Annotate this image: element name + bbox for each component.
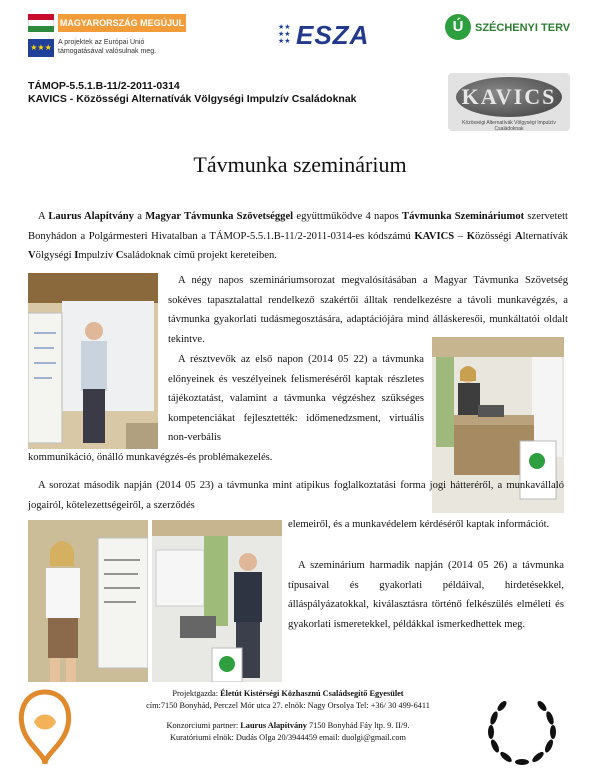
footer-board-chair: Kuratóriumi elnök: Dudás Olga 20/3944459 email: duolgi@gmail.com <box>170 733 406 742</box>
paragraph-day3: A szeminárium harmadik napján (2014 05 26) a távmunka típusaival és gyakorlati példáival, hirdetésekkel, álláspályázatokkal, kiválasztásra történő felkészülés elméleti és gyakorlati ismeretekkel, példákkal ismerkedhettek meg. <box>288 560 564 630</box>
acronym-letter: A <box>515 230 523 242</box>
photo-man-image <box>152 520 282 682</box>
text-run: mpulzív <box>78 250 116 262</box>
laurel-wreath-logo <box>480 686 564 770</box>
eu-stars-icon: ★★ ★★ ★★ <box>278 23 291 45</box>
seminar-name: Távmunka Szemináriumot <box>402 211 525 222</box>
acronym-letter: K <box>466 230 475 242</box>
text-run: ölgységi <box>35 250 75 262</box>
text-run: saládoknak című projekt kereteiben. <box>123 250 277 262</box>
text-run: – <box>454 230 467 242</box>
footer-org-name: Életút Kistérségi Közhasznú Családsegítő Egyesület <box>220 689 404 698</box>
mtsz-name: Magyar Távmunka Szövetséggel <box>145 211 294 222</box>
magyarorszag-megujul-logo <box>28 14 186 64</box>
kavics-logo <box>448 73 570 131</box>
seminar-photo-man <box>152 520 282 682</box>
footer-partner <box>100 721 476 730</box>
footer-address: cím:7150 Bonyhád, Perczel Mór utca 27. elnök: Nagy Orsolya Tel: +36/ 30 499-6411 <box>146 701 430 710</box>
paragraph-team: A négy napos szemináriumsorozat megvalósításában a Magyar Távmunka Szövetség sokéves tapasztalattal rendelkező szakértői álltak rendelkezésre a távoli munkavégzés, a távmunka gyakorlati tudásmegosztására, adaptációjára mind álláskeresői, munkáltatói oldalt tekintve. <box>168 275 568 345</box>
eletut-logo <box>12 684 78 770</box>
szechenyi-terv-logo <box>445 12 571 60</box>
project-name: KAVICS - Közösségi Alternatívák Völgységi Impulzív Családoknak <box>28 93 357 105</box>
footer-label: Projektgazda: <box>172 689 219 698</box>
eletut-logo-graphic <box>12 684 78 770</box>
paragraph-day1: A résztvevők az első napon (2014 05 22) a távmunka előnyeinek és veszélyeinek felismeréséről kaptak részletes tájékoztatást, valamint a távmunka végzéshez szükséges kompetenciákat fejlesztették: időmenedzsment, virtuális non-verbális <box>168 354 424 444</box>
intro-paragraph <box>28 207 568 266</box>
page-title: Távmunka szeminárium <box>193 152 407 177</box>
laurus-name: Laurus Alapítvány <box>48 211 134 222</box>
kavics-stone-icon: KAVICS <box>456 77 562 117</box>
photo-presenter-image <box>28 273 158 449</box>
seminar-photo-presenter <box>28 273 158 449</box>
mm-banner-text: MAGYARORSZÁG MEGÚJUL <box>58 14 186 32</box>
footer-project-owner <box>100 689 476 698</box>
acronym-letter: C <box>115 250 124 262</box>
esza-logo <box>278 16 370 56</box>
paragraph-day2: A sorozat második napján (2014 05 23) a távmunka mint atipikus foglalkoztatási forma jogi hátteréről, a munkavállaló jogairól, kötelezettségeiről, a szerződés <box>28 480 564 511</box>
text-run: özösségi <box>474 230 516 242</box>
footer-partner-address: 7150 Bonyhád Fáy ltp. 9. II/9. <box>306 721 410 730</box>
project-code: TÁMOP-5.5.1.B-11/2-2011-0314 <box>28 80 180 92</box>
footer-partner-name: Laurus Alapítvány <box>240 721 307 730</box>
acronym-letter: V <box>28 250 36 262</box>
seminar-photo-woman <box>28 520 148 682</box>
paragraph-day1-end: kommunikáció, önálló munkavégzés-és problémakezelés. <box>28 452 273 463</box>
eu-flag-icon: ★★★ <box>28 39 54 57</box>
text-run: együttműködve 4 napos <box>293 211 403 222</box>
laurel-wreath-icon <box>480 686 564 770</box>
acronym-letter: I <box>74 250 79 262</box>
szechenyi-logo-text: SZÉCHENYI TERV <box>475 22 571 34</box>
text-run: szervetett Bonyhádon a Polgármesteri Hivatalban a TÁMOP-5.5.1.B-11/2-2011-0314-es kódszámú <box>28 211 569 242</box>
paragraph-day2-end: elemeiről, és a munkavédelem kérdéséről kaptak információt. <box>288 519 550 530</box>
esza-logo-text: ESZA <box>296 20 370 50</box>
kavics-name: KAVICS <box>414 230 455 242</box>
photo-woman-image <box>28 520 148 682</box>
text-run: lternatívák <box>522 230 568 242</box>
eu-support-text: A projektek az Európai Unió támogatásával valósulnak meg. <box>58 39 157 55</box>
text-run: a <box>133 211 146 222</box>
text-run: A <box>38 211 49 222</box>
footer-label: Konzorciumi partner: <box>166 721 239 730</box>
szechenyi-circle-icon: Ú <box>445 14 471 40</box>
kavics-logo-subtitle: Közösségi Alternatívák Völgységi Impulzív Családoknak <box>462 120 556 132</box>
hungarian-flag-icon <box>28 14 54 32</box>
